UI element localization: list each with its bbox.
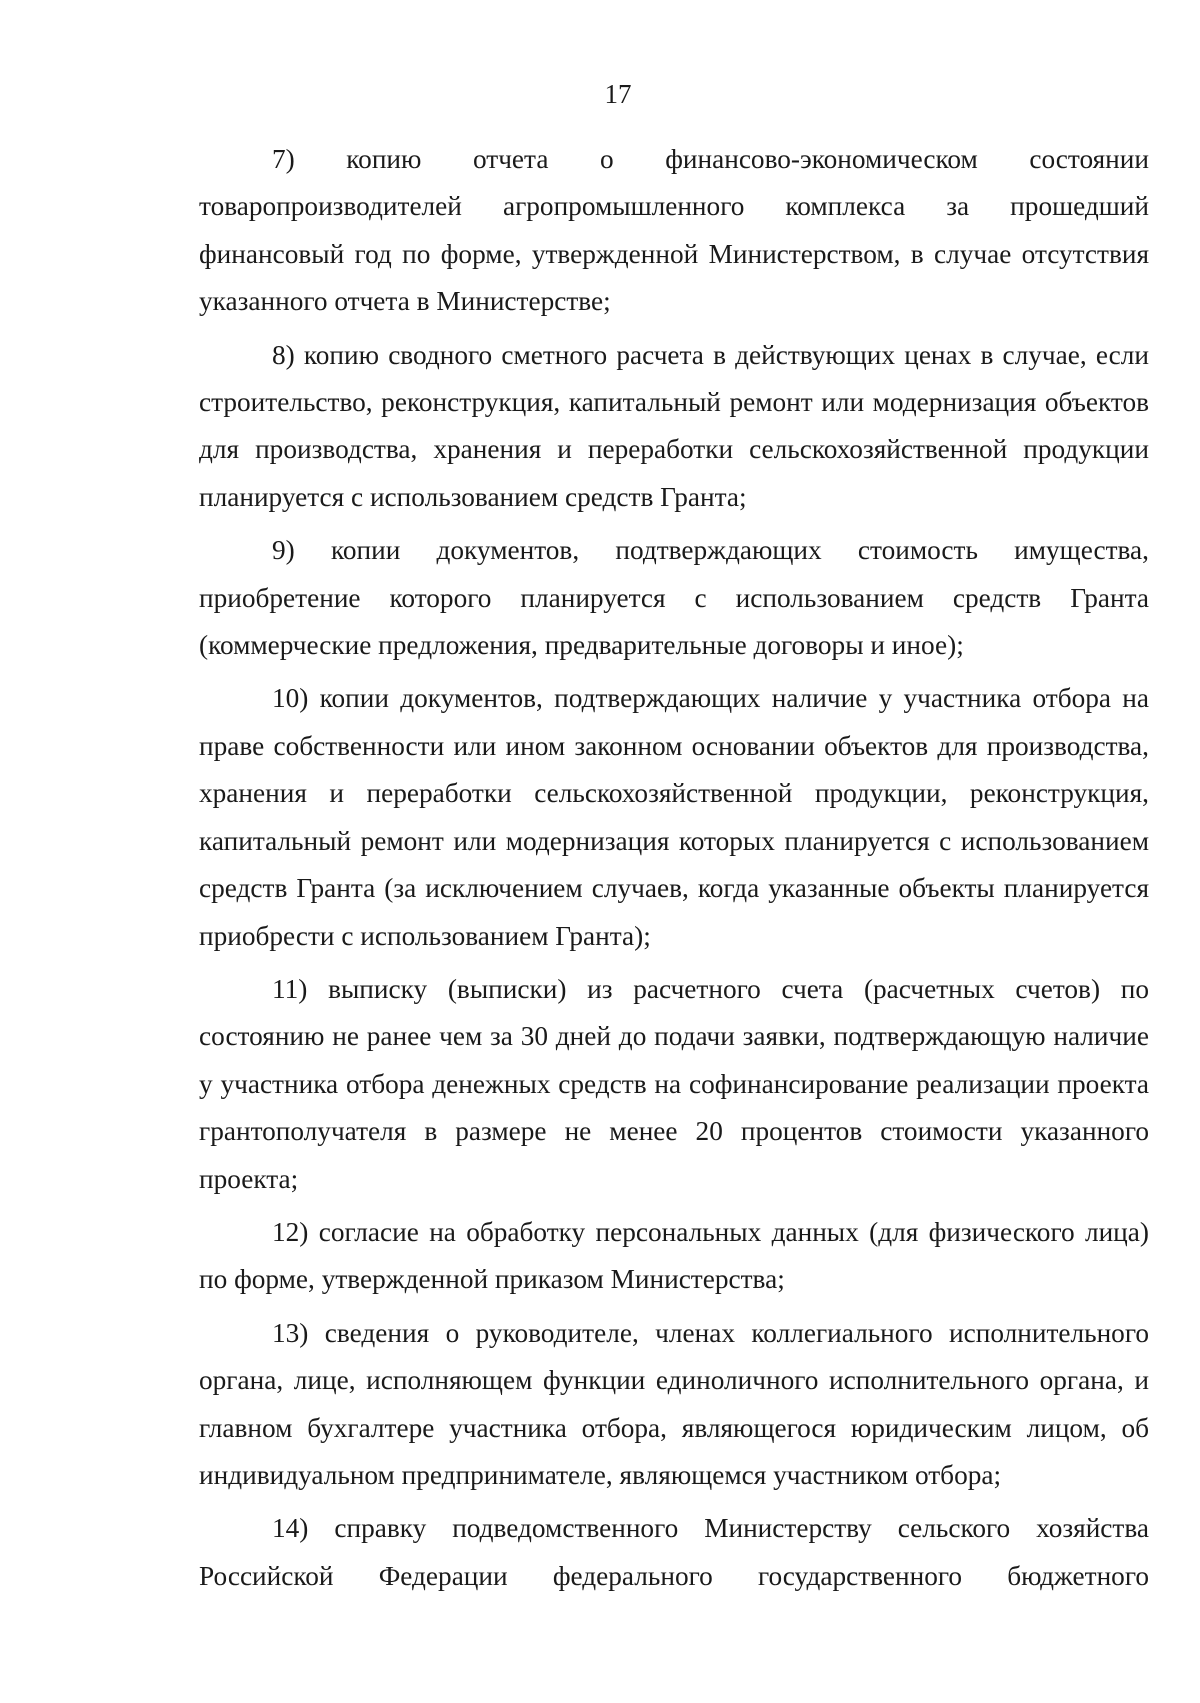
list-item-11: 11) выписку (выписки) из расчетного счета (расчетных счетов) по состоянию не ранее чем за 30 дней до подачи заявки, подтверждающую наличие у участника отбора денежных средств на софинансирование реализации проекта грантополучателя в размере не менее 20 процентов стоимости указанного проекта;: [199, 973, 1149, 1194]
list-item-8: 8) копию сводного сметного расчета в действующих ценах в случае, если строительство, реконструкция, капитальный ремонт или модернизация объектов для производства, хранения и переработки сельскохозяйственной продукции планируется с использованием средств Гранта;: [199, 339, 1149, 512]
list-item-10: 10) копии документов, подтверждающих наличие у участника отбора на праве собственности или ином законном основании объектов для производства, хранения и переработки сельскохозяйственной продукции, реконструкция, капитальный ремонт или модернизация которых планируется с использованием средств Гранта (за исключением случаев, когда указанные объекты планируется приобрести с использованием Гранта);: [199, 683, 1149, 951]
document-body: [199, 136, 1149, 1606]
list-item-9: 9) копии документов, подтверждающих стоимость имущества, приобретение которого планируется с использованием средств Гранта (коммерческие предложения, предварительные договоры и иное);: [199, 535, 1149, 661]
page-number: 17: [604, 79, 632, 109]
list-item-12: 12) согласие на обработку персональных данных (для физического лица) по форме, утвержденной приказом Министерства;: [199, 1216, 1149, 1295]
list-item-13: 13) сведения о руководителе, членах коллегиального исполнительного органа, лице, исполняющем функции единоличного исполнительного органа, и главном бухгалтере участника отбора, являющегося юридическим лицом, об индивидуальном предпринимателе, являющемся участником отбора;: [199, 1317, 1149, 1490]
list-item-14: 14) справку подведомственного Министерству сельского хозяйства Российской Федерации федерального государственного бюджетного: [199, 1513, 1149, 1591]
list-item-7: 7) копию отчета о финансово-экономическом состоянии товаропроизводителей агропромышленного комплекса за прошедший финансовый год по форме, утвержденной Министерством, в случае отсутствия указанного отчета в Министерстве;: [199, 144, 1149, 317]
